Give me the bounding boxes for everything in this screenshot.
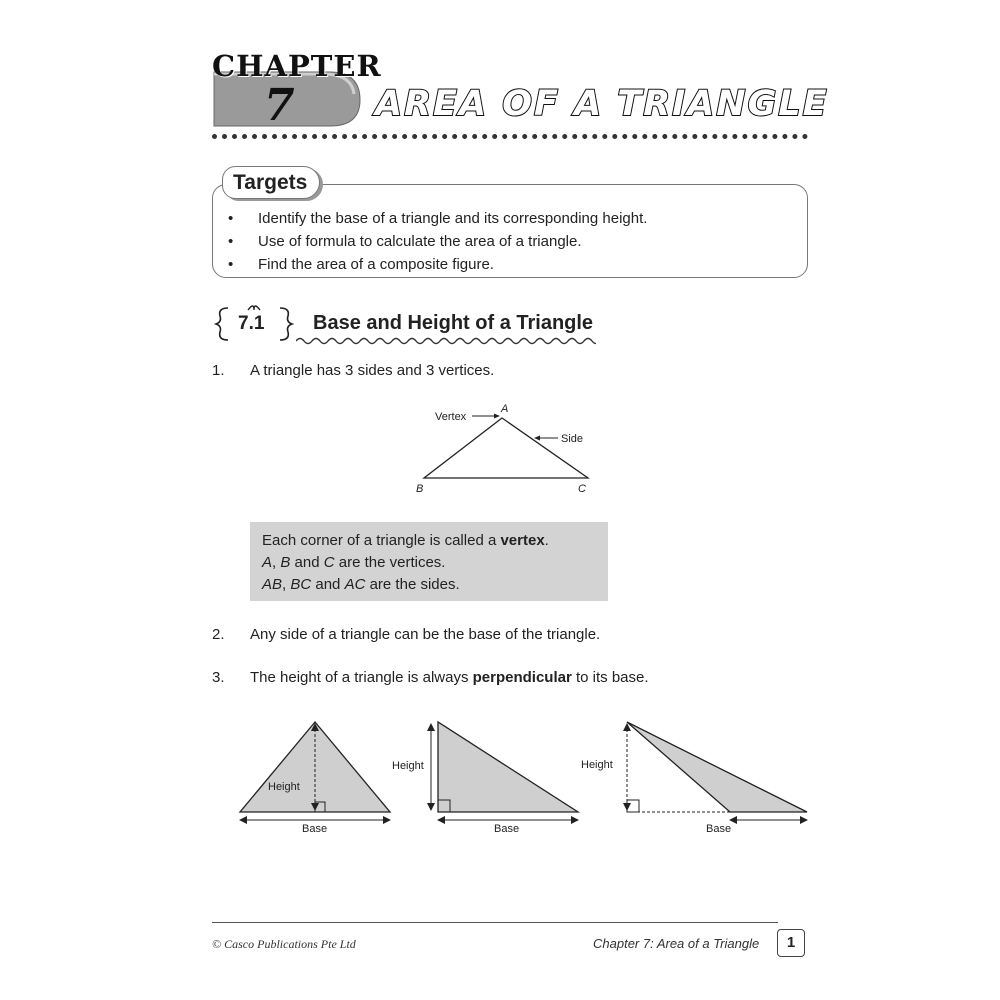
wavy-underline <box>296 336 596 346</box>
point-text: A triangle has 3 sides and 3 vertices. <box>250 362 495 379</box>
info-line-2 <box>262 554 445 571</box>
triangle-height-outside <box>581 722 807 835</box>
point-number: 2. <box>212 626 225 643</box>
triangle-abc-figure <box>410 398 610 498</box>
info-text: are the sides. <box>365 576 460 593</box>
vertex-c-label: C <box>578 483 586 495</box>
point-2 <box>212 626 600 643</box>
info-italic: A <box>262 554 273 571</box>
vertex-b-label: B <box>416 483 424 495</box>
vertex-label: Vertex <box>435 411 467 423</box>
info-text: and <box>311 576 345 593</box>
info-text: . <box>544 532 549 549</box>
height-label: Height <box>581 759 613 771</box>
base-label: Base <box>494 823 520 835</box>
point-number: 1. <box>212 362 225 379</box>
base-label: Base <box>706 823 732 835</box>
point-text: Any side of a triangle can be the base of the triangle. <box>250 626 601 643</box>
info-italic: C <box>323 554 335 571</box>
chapter-number: 7 <box>264 80 295 131</box>
height-base-figures <box>230 712 820 842</box>
vertex-arrowhead <box>494 414 500 419</box>
target-item: • Use of formula to calculate the area of a triangle. <box>228 230 647 253</box>
chapter-label: CHAPTER <box>212 49 382 83</box>
dotted-divider <box>212 134 808 139</box>
point-bold: perpendicular <box>472 669 572 686</box>
point-text: The height of a triangle is always <box>250 669 473 686</box>
page-number: 1 <box>777 929 805 957</box>
info-text: and <box>290 554 324 571</box>
side-label: Side <box>561 433 584 445</box>
vertex-a-label: A <box>501 403 509 415</box>
info-line-1 <box>262 532 549 549</box>
info-italic: AC <box>344 576 366 593</box>
height-label: Height <box>268 781 300 793</box>
copyright-text: © Casco Publications Pte Ltd <box>212 937 356 951</box>
point-1 <box>212 362 494 379</box>
info-text: are the vertices. <box>334 554 446 571</box>
point-3 <box>212 669 649 686</box>
triangle-right-angle <box>392 722 578 835</box>
section-title: Base and Height of a Triangle <box>313 312 594 334</box>
chapter-title: AREA OF A TRIANGLE <box>375 84 829 124</box>
section-number: 7.1 <box>238 313 265 334</box>
height-label: Height <box>392 760 424 772</box>
triangle-abc <box>424 418 588 478</box>
point-number: 3. <box>212 669 225 686</box>
info-text: , <box>272 554 281 571</box>
point-text: to its base. <box>571 669 649 686</box>
info-line-3 <box>262 576 460 593</box>
info-italic: AB <box>262 576 283 593</box>
triangle-height-inside <box>240 722 390 835</box>
base-label: Base <box>302 823 328 835</box>
info-italic: BC <box>290 576 312 593</box>
right-angle-marker <box>627 800 639 812</box>
target-item: • Identify the base of a triangle and its corresponding height. <box>228 207 647 230</box>
info-text: Each corner of a triangle is called a <box>262 532 501 549</box>
targets-list <box>228 207 647 276</box>
target-item: • Find the area of a composite figure. <box>228 253 647 276</box>
info-bold: vertex <box>500 532 545 549</box>
footer-divider <box>212 922 778 923</box>
targets-label: Targets <box>222 166 320 199</box>
side-arrowhead <box>534 436 540 441</box>
info-text: , <box>282 576 291 593</box>
footer-chapter-ref: Chapter 7: Area of a Triangle <box>593 936 760 951</box>
info-italic: B <box>280 554 291 571</box>
